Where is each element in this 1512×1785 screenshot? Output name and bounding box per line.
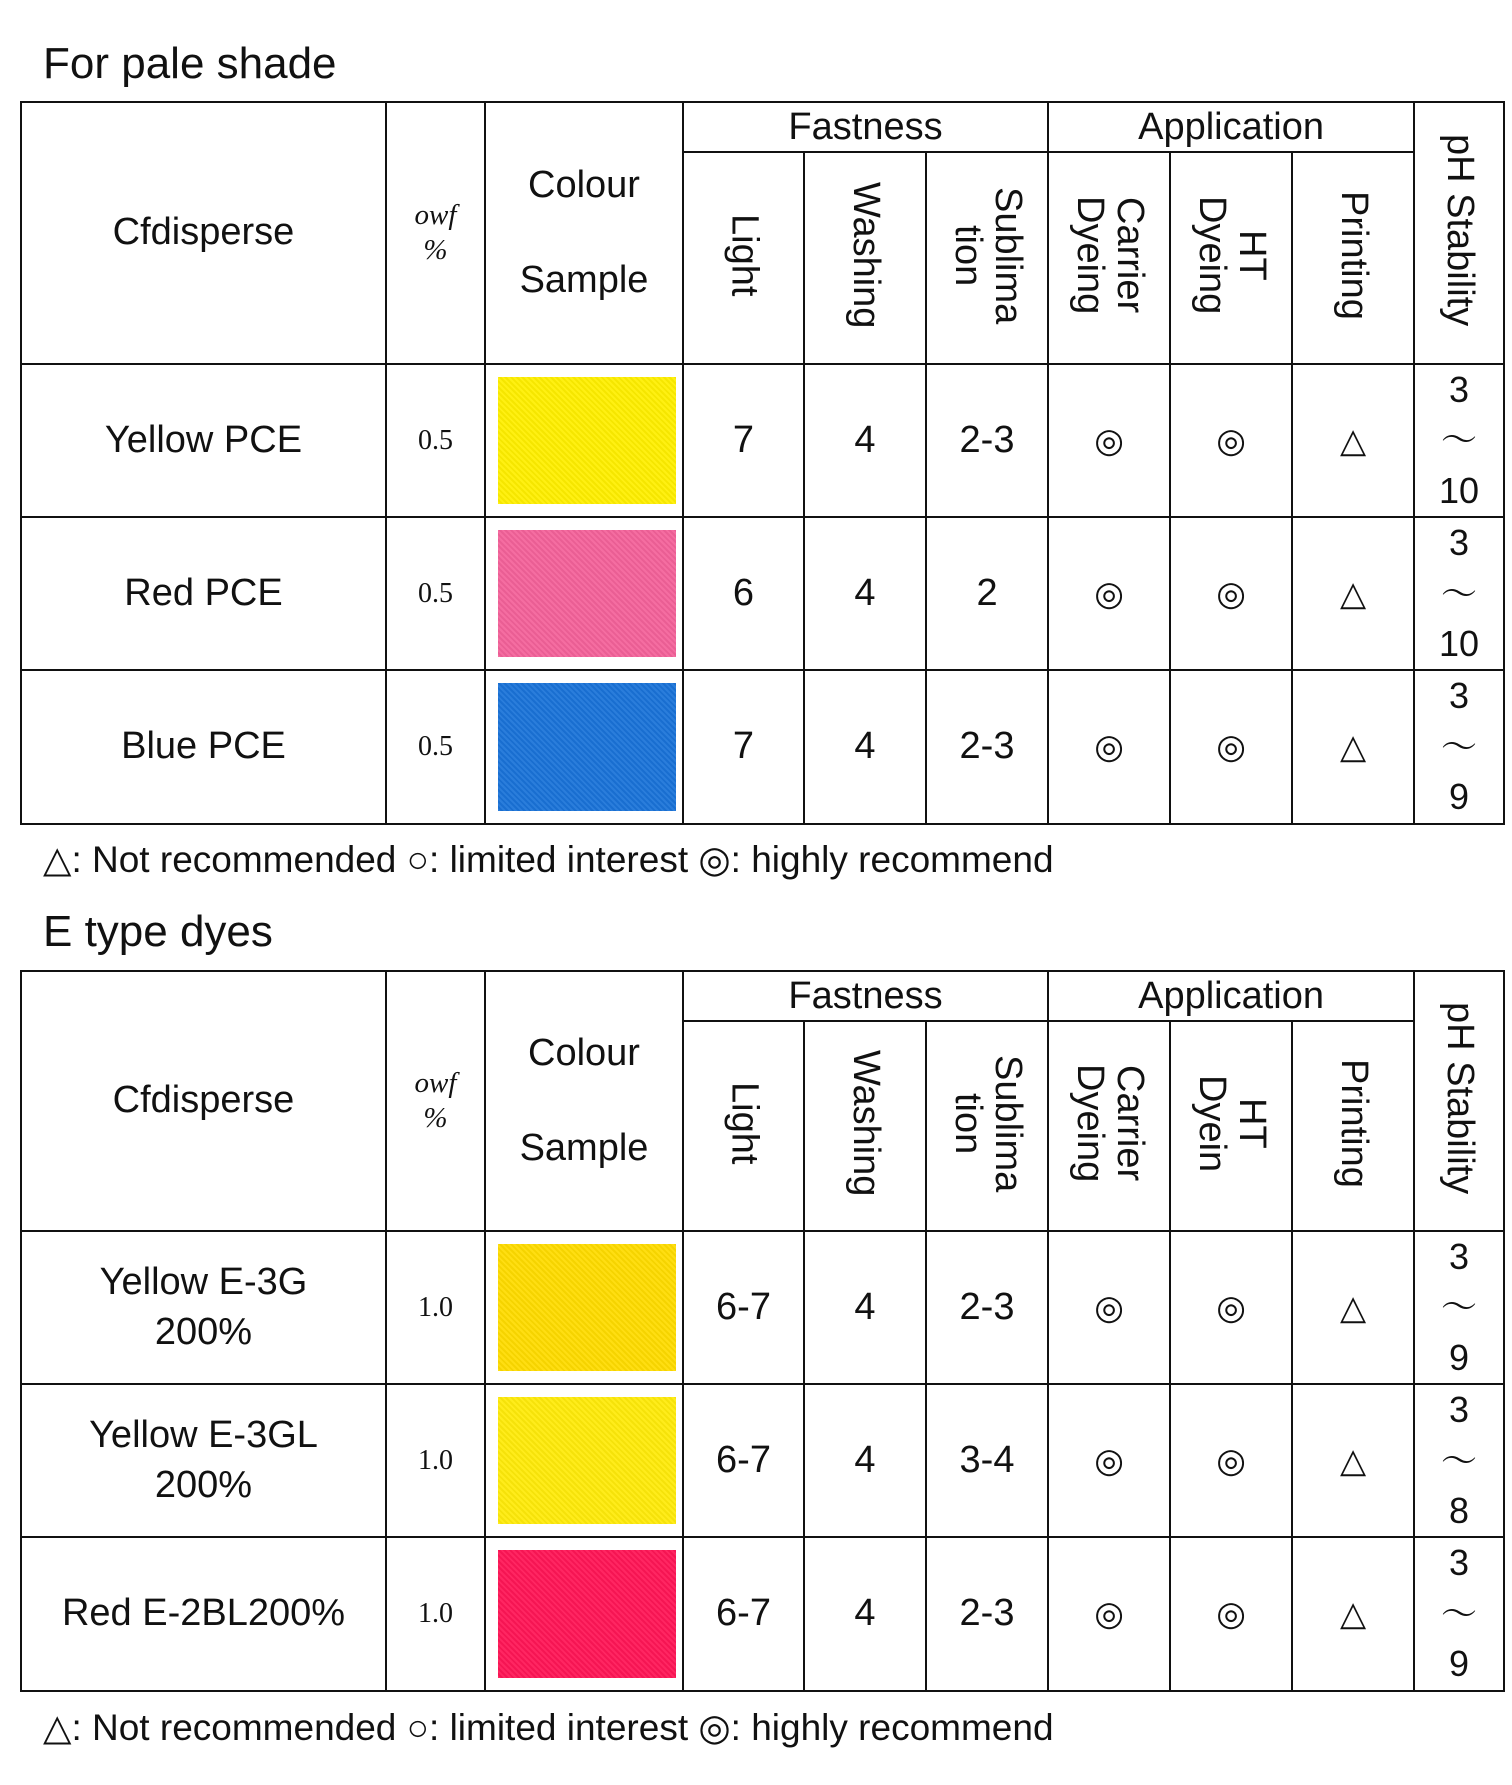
light-fastness: 6-7 [683, 1231, 804, 1384]
table-row [21, 1384, 1504, 1537]
printing-rating: △ [1292, 364, 1414, 517]
section-title-e-type: E type dyes [43, 907, 273, 956]
ht-dyeing-rating: ◎ [1170, 1537, 1292, 1690]
ph-separator: ～ [1441, 1286, 1478, 1328]
header-light: Light [683, 152, 804, 364]
header-ph-stability: pH Stability [1414, 102, 1504, 364]
header-ht-dyeing: HT Dyeing [1170, 152, 1292, 364]
header-carrier-dyeing: Carrier Dyeing [1048, 1021, 1170, 1231]
dye-name: Red PCE [124, 572, 283, 615]
colour-swatch [498, 683, 676, 810]
dye-strength: 200% [154, 1310, 253, 1353]
printing-rating: △ [1292, 670, 1414, 823]
washing-fastness: 4 [804, 1384, 926, 1537]
carrier-dyeing-rating: ◎ [1048, 1537, 1170, 1690]
header-sublimation: Sublima tion [926, 1021, 1048, 1231]
header-printing: Printing [1292, 1021, 1414, 1231]
colour-sample-cell [485, 1231, 683, 1384]
table-row [21, 670, 1504, 823]
printing-rating: △ [1292, 1537, 1414, 1690]
header-application: Application [1048, 971, 1414, 1021]
ph-stability-range [1414, 1537, 1504, 1690]
washing-fastness: 4 [804, 517, 926, 670]
carrier-dyeing-rating: ◎ [1048, 364, 1170, 517]
ph-high: 9 [1449, 776, 1470, 818]
ph-stability-range [1414, 517, 1504, 670]
dye-name-cell [21, 364, 386, 517]
e-type-table [20, 970, 1505, 1692]
owf-value: 0.5 [386, 364, 485, 517]
carrier-dyeing-rating: ◎ [1048, 1231, 1170, 1384]
ph-low: 3 [1449, 1236, 1470, 1277]
header-cfdisperse: Cfdisperse [21, 971, 386, 1231]
sublimation-fastness: 2 [926, 517, 1048, 670]
header-printing: Printing [1292, 152, 1414, 364]
ht-dyeing-rating: ◎ [1170, 364, 1292, 517]
colour-sample-cell [485, 517, 683, 670]
header-application: Application [1048, 102, 1414, 152]
ph-low: 3 [1449, 522, 1470, 564]
colour-swatch [498, 1397, 676, 1524]
header-colour-sample: Colour Sample [485, 102, 683, 364]
section-title-pale-shade: For pale shade [43, 39, 337, 88]
table-row [21, 1537, 1504, 1690]
header-sublimation: Sublima tion [926, 152, 1048, 364]
colour-swatch [498, 1550, 676, 1677]
owf-value: 1.0 [386, 1384, 485, 1537]
light-fastness: 7 [683, 670, 804, 823]
dye-name: Yellow E-3G [99, 1261, 308, 1304]
ph-high: 8 [1449, 1489, 1470, 1531]
table-row [21, 364, 1504, 517]
owf-value: 0.5 [386, 517, 485, 670]
light-fastness: 6-7 [683, 1384, 804, 1537]
sublimation-fastness: 2-3 [926, 364, 1048, 517]
pale-shade-table [20, 101, 1505, 825]
ph-separator: ～ [1441, 1439, 1478, 1481]
dye-name-cell [21, 1537, 386, 1690]
header-fastness: Fastness [683, 971, 1048, 1021]
header-washing: Washing [804, 1021, 926, 1231]
printing-rating: △ [1292, 1384, 1414, 1537]
printing-rating: △ [1292, 517, 1414, 670]
ph-separator: ～ [1441, 725, 1478, 767]
dye-name: Yellow E-3GL [89, 1414, 318, 1457]
ht-dyeing-rating: ◎ [1170, 670, 1292, 823]
sublimation-fastness: 3-4 [926, 1384, 1048, 1537]
header-colour-sample: Colour Sample [485, 971, 683, 1231]
carrier-dyeing-rating: ◎ [1048, 517, 1170, 670]
header-ph-stability: pH Stability [1414, 971, 1504, 1231]
sublimation-fastness: 2-3 [926, 1231, 1048, 1384]
ph-low: 3 [1449, 369, 1470, 410]
header-owf: owf % [386, 971, 485, 1231]
washing-fastness: 4 [804, 1537, 926, 1690]
ph-stability-range [1414, 364, 1504, 517]
dye-name: Yellow PCE [104, 418, 303, 461]
carrier-dyeing-rating: ◎ [1048, 1384, 1170, 1537]
legend: △: Not recommended ○: limited interest ◎: highly recommend [43, 1707, 1054, 1748]
dye-name-cell [21, 670, 386, 823]
ph-low: 3 [1449, 675, 1470, 717]
ph-separator: ～ [1441, 1592, 1478, 1634]
owf-value: 0.5 [386, 670, 485, 823]
header-carrier-dyeing: Carrier Dyeing [1048, 152, 1170, 364]
colour-swatch [498, 1244, 676, 1371]
header-owf: owf % [386, 102, 485, 364]
dye-name: Blue PCE [121, 725, 286, 768]
owf-value: 1.0 [386, 1537, 485, 1690]
ph-low: 3 [1449, 1542, 1470, 1584]
dye-name-cell [21, 1231, 386, 1384]
ph-separator: ～ [1441, 419, 1478, 461]
dye-name-cell [21, 1384, 386, 1537]
colour-sample-cell [485, 670, 683, 823]
table-body [21, 1231, 1504, 1691]
washing-fastness: 4 [804, 364, 926, 517]
ht-dyeing-rating: ◎ [1170, 1231, 1292, 1384]
colour-swatch [498, 530, 676, 657]
header-washing: Washing [804, 152, 926, 364]
header-cfdisperse: Cfdisperse [21, 102, 386, 364]
ht-dyeing-rating: ◎ [1170, 1384, 1292, 1537]
ph-high: 10 [1439, 469, 1480, 511]
ph-low: 3 [1449, 1389, 1470, 1431]
ph-high: 9 [1449, 1336, 1470, 1378]
owf-value: 1.0 [386, 1231, 485, 1384]
light-fastness: 7 [683, 364, 804, 517]
header-fastness: Fastness [683, 102, 1048, 152]
ph-high: 9 [1449, 1643, 1470, 1685]
washing-fastness: 4 [804, 670, 926, 823]
colour-swatch [498, 377, 676, 504]
colour-sample-cell [485, 1537, 683, 1690]
table-body [21, 364, 1504, 824]
ph-stability-range [1414, 1384, 1504, 1537]
legend: △: Not recommended ○: limited interest ◎: highly recommend [43, 839, 1054, 880]
washing-fastness: 4 [804, 1231, 926, 1384]
sublimation-fastness: 2-3 [926, 1537, 1048, 1690]
table-row [21, 517, 1504, 670]
header-ht-dyeing: HT Dyein [1170, 1021, 1292, 1231]
dye-name-cell [21, 517, 386, 670]
sublimation-fastness: 2-3 [926, 670, 1048, 823]
ph-stability-range [1414, 1231, 1504, 1384]
ph-stability-range [1414, 670, 1504, 823]
table-row [21, 1231, 1504, 1384]
light-fastness: 6-7 [683, 1537, 804, 1690]
header-light: Light [683, 1021, 804, 1231]
colour-sample-cell [485, 1384, 683, 1537]
printing-rating: △ [1292, 1231, 1414, 1384]
ph-high: 10 [1439, 622, 1480, 664]
carrier-dyeing-rating: ◎ [1048, 670, 1170, 823]
colour-sample-cell [485, 364, 683, 517]
dye-name: Red E-2BL200% [61, 1592, 346, 1635]
dye-strength: 200% [154, 1463, 253, 1506]
ht-dyeing-rating: ◎ [1170, 517, 1292, 670]
light-fastness: 6 [683, 517, 804, 670]
ph-separator: ～ [1441, 572, 1478, 614]
